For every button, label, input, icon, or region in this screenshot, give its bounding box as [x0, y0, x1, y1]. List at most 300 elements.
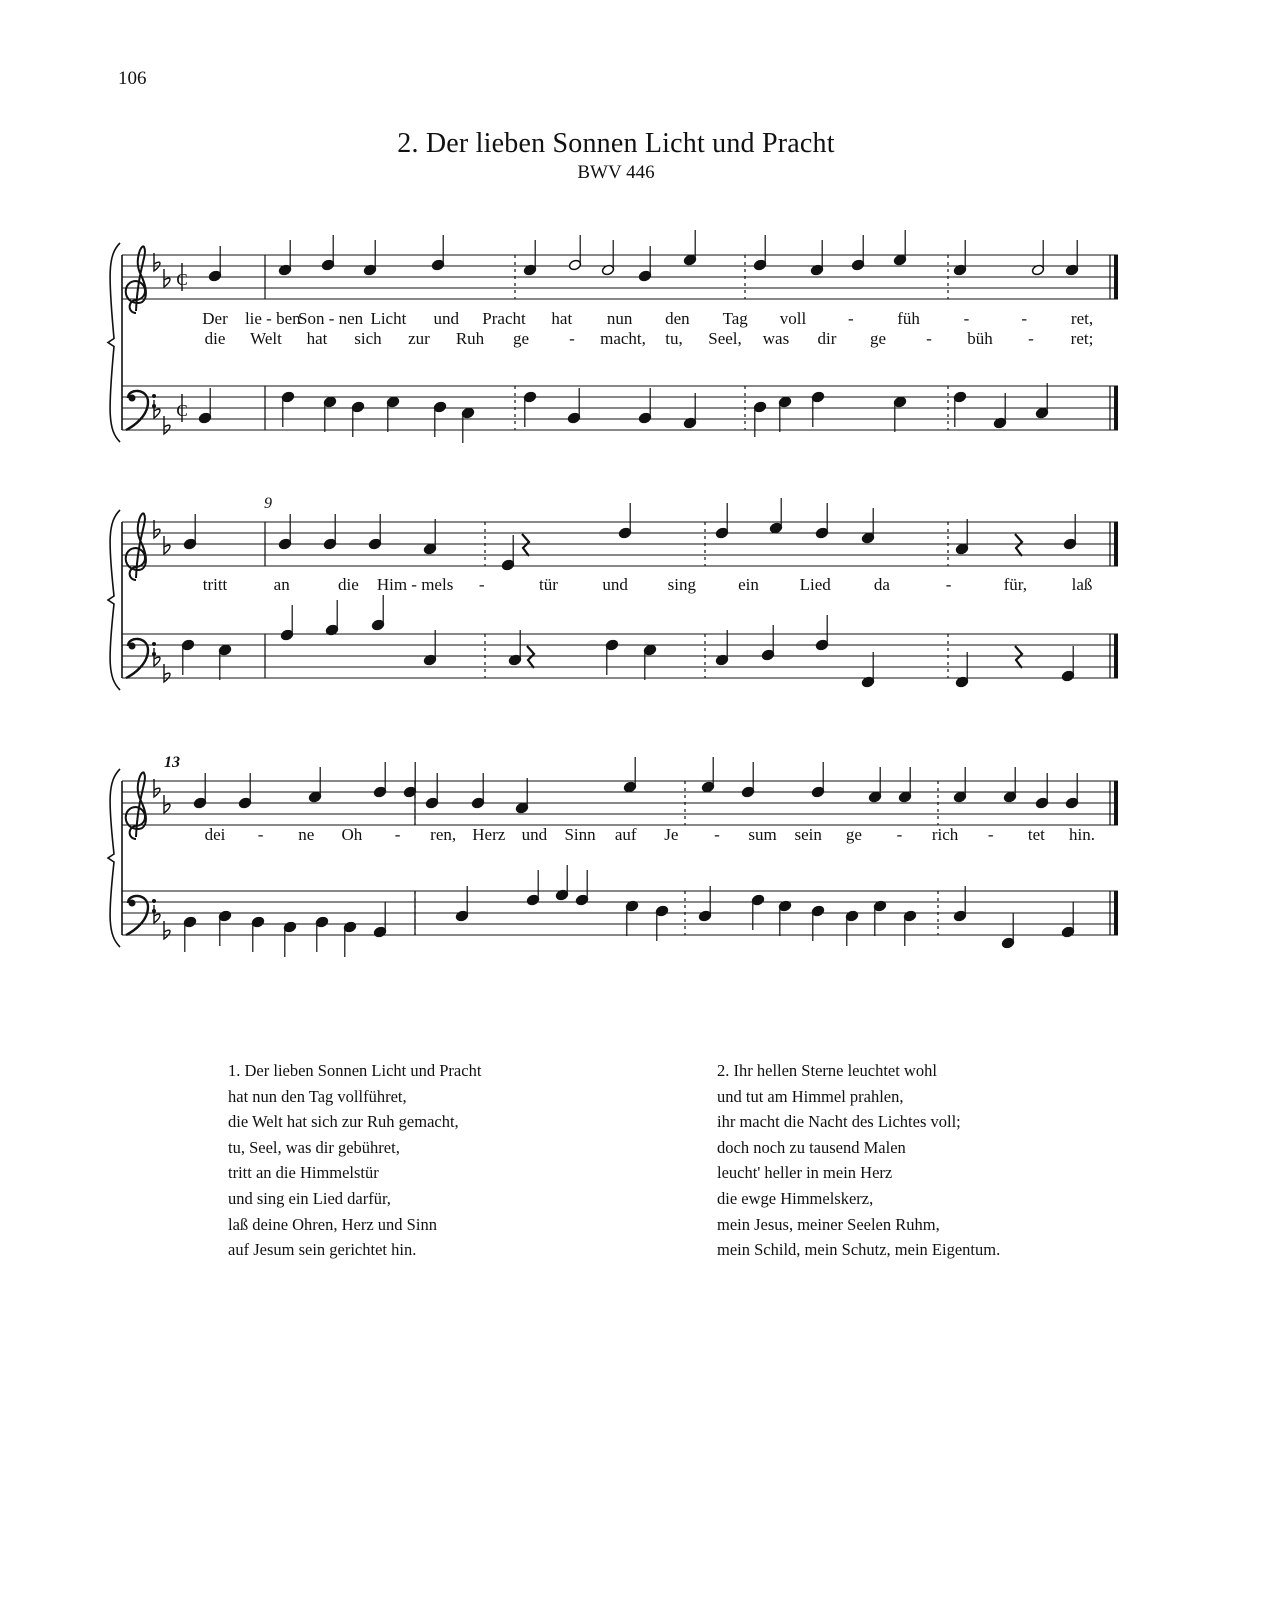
notehead	[893, 396, 907, 408]
lyric-syllable: ren,	[430, 825, 457, 844]
note	[893, 396, 907, 432]
note	[423, 630, 437, 666]
note	[851, 235, 865, 271]
lyric-syllable: hat	[306, 329, 328, 348]
verse-1-line: tu, Seel, was dir gebühret,	[228, 1137, 400, 1157]
notehead	[567, 412, 581, 424]
note	[431, 235, 445, 271]
notehead	[523, 264, 537, 276]
notehead	[1031, 264, 1045, 276]
notehead	[953, 910, 967, 922]
notehead	[471, 797, 485, 809]
note	[238, 773, 252, 809]
note	[778, 396, 792, 432]
lyric-syllable: Seel,	[708, 329, 742, 348]
note	[625, 900, 639, 936]
notehead	[811, 905, 825, 917]
lyric-syllable: was	[762, 329, 790, 348]
note	[815, 503, 829, 539]
lyric-syllable: -	[1028, 329, 1034, 348]
final-barline-thick	[1114, 891, 1118, 935]
notehead	[1003, 791, 1017, 803]
lyric-syllable: nun	[606, 309, 633, 328]
lyric-syllable: -	[394, 825, 401, 844]
note	[861, 508, 875, 544]
note	[278, 514, 292, 550]
note	[278, 240, 292, 276]
lyric-syllable: -	[1021, 309, 1028, 328]
lyric-syllable: rich	[931, 825, 959, 844]
notehead	[851, 259, 865, 271]
lyric-syllable: zur	[408, 329, 430, 348]
note	[618, 503, 632, 539]
note	[281, 391, 295, 427]
notehead	[953, 391, 967, 403]
note	[373, 902, 387, 938]
notehead	[515, 802, 529, 814]
notehead	[281, 391, 295, 403]
note	[315, 916, 329, 952]
notehead	[218, 910, 232, 922]
flat-sign	[164, 664, 170, 682]
notehead	[753, 259, 767, 271]
notehead	[715, 527, 729, 539]
note	[753, 235, 767, 271]
flat-sign	[164, 536, 170, 554]
quarter-rest	[527, 646, 534, 668]
notehead	[425, 797, 439, 809]
note	[1063, 514, 1077, 550]
lyric-syllable: -	[478, 575, 485, 594]
verse-2-line: die ewge Himmelskerz,	[717, 1188, 874, 1208]
notehead	[431, 259, 445, 271]
treble-clef	[126, 772, 146, 839]
lyric-syllable: sein	[794, 825, 822, 844]
note	[308, 767, 322, 803]
note	[526, 870, 540, 906]
note	[515, 778, 529, 814]
lyric-syllable: ge	[845, 825, 862, 844]
music-system	[108, 230, 1118, 443]
lyric-syllable: -	[987, 825, 994, 844]
note	[955, 652, 969, 688]
page-number: 106	[118, 68, 147, 89]
note	[403, 762, 417, 798]
notehead	[455, 910, 469, 922]
note	[638, 388, 652, 424]
final-barline-thick	[1114, 634, 1118, 678]
final-barline-thick	[1114, 386, 1118, 430]
lyric-syllable: und	[521, 825, 548, 844]
cut-time-sign: C	[176, 401, 188, 420]
lyric-syllable: die	[337, 575, 359, 594]
notehead	[526, 894, 540, 906]
treble-clef	[126, 513, 146, 580]
notehead	[325, 624, 339, 636]
note	[715, 503, 729, 539]
flat-sign	[154, 253, 160, 271]
notehead	[778, 900, 792, 912]
lyric-syllable: laß	[1071, 575, 1093, 594]
bass-clef-dot	[152, 394, 156, 398]
note	[501, 535, 515, 571]
verse-2-line: ihr macht die Nacht des Lichtes voll;	[717, 1112, 961, 1132]
note	[845, 910, 859, 946]
bass-clef-dot	[129, 395, 136, 402]
notehead	[198, 412, 212, 424]
notehead	[955, 676, 969, 688]
measure-number: 13	[164, 754, 180, 771]
notehead	[893, 254, 907, 266]
notehead	[321, 259, 335, 271]
notehead	[183, 538, 197, 550]
notehead	[278, 538, 292, 550]
note	[810, 240, 824, 276]
note	[363, 240, 377, 276]
music-system	[108, 754, 1118, 957]
notehead	[368, 538, 382, 550]
lyric-syllable: -	[714, 825, 720, 844]
notehead	[873, 900, 887, 912]
lyric-syllable: ge	[869, 329, 887, 348]
lyric-syllable: auf	[614, 825, 637, 844]
notehead	[741, 786, 755, 798]
lyric-syllable: Der	[202, 309, 228, 328]
note	[218, 910, 232, 946]
notehead	[618, 527, 632, 539]
bass-clef	[126, 639, 148, 678]
bass-clef	[126, 391, 148, 430]
flat-sign	[164, 416, 170, 434]
lyric-syllable: füh	[897, 309, 920, 328]
note	[753, 401, 767, 437]
notehead	[238, 797, 252, 809]
verse-2-line: doch noch zu tausend Malen	[717, 1137, 906, 1157]
notehead	[575, 894, 589, 906]
lyric-syllable: Sinn	[564, 825, 596, 844]
notehead	[993, 417, 1007, 429]
notehead	[308, 791, 322, 803]
notehead	[386, 396, 400, 408]
lyric-syllable: ret,	[1070, 309, 1094, 328]
lyric-syllable: sum	[748, 825, 777, 844]
verse-1-line: 1. Der lieben Sonnen Licht und Pracht	[228, 1061, 482, 1080]
note	[325, 600, 339, 636]
verse-1-line: hat nun den Tag vollführet,	[228, 1086, 407, 1106]
note	[368, 514, 382, 550]
note	[1035, 773, 1049, 809]
notehead	[523, 391, 537, 403]
note	[280, 605, 294, 641]
note	[903, 910, 917, 946]
note	[523, 240, 537, 276]
notehead	[363, 264, 377, 276]
verse-2-line: mein Schild, mein Schutz, mein Eigentum.	[717, 1240, 1001, 1260]
flat-sign	[154, 520, 160, 538]
notehead	[373, 786, 387, 798]
note	[455, 886, 469, 922]
verse-2-line: leucht' heller in mein Herz	[717, 1163, 893, 1183]
lyric-syllable: und	[602, 575, 628, 594]
note	[1065, 773, 1079, 809]
notehead	[698, 910, 712, 922]
lyric-syllable: -	[257, 825, 264, 844]
note	[575, 870, 589, 906]
notehead	[1065, 264, 1079, 276]
notehead	[433, 401, 447, 413]
notehead	[501, 559, 515, 571]
lyric-syllable: Licht	[370, 309, 407, 328]
lyric-syllable: Welt	[250, 329, 282, 348]
note	[508, 630, 522, 666]
lyric-syllable: -	[963, 309, 970, 328]
notehead	[280, 629, 294, 641]
notehead	[715, 654, 729, 666]
note	[741, 762, 755, 798]
note	[893, 230, 907, 266]
bass-clef-dot	[152, 642, 156, 646]
lyric-syllable: Son - nen	[298, 309, 364, 328]
note	[343, 921, 357, 957]
note	[778, 900, 792, 936]
lyric-syllable: -	[569, 329, 575, 348]
notehead	[371, 619, 385, 631]
notehead	[811, 786, 825, 798]
system-brace	[108, 510, 120, 690]
note	[655, 905, 669, 941]
note	[815, 615, 829, 651]
lyric-syllable: -	[847, 309, 854, 328]
note	[811, 391, 825, 427]
treble-clef	[126, 246, 146, 313]
lyric-syllable: Oh	[341, 825, 363, 844]
final-barline-thick	[1114, 255, 1118, 299]
note	[433, 401, 447, 437]
notehead	[638, 270, 652, 282]
note	[623, 757, 637, 793]
bass-clef-dot	[152, 652, 156, 656]
notehead	[811, 391, 825, 403]
notehead	[555, 889, 569, 901]
note	[183, 514, 197, 550]
verse-1-line: auf Jesum sein gerichtet hin.	[228, 1240, 417, 1260]
bass-clef-dot	[152, 404, 156, 408]
notehead	[1061, 926, 1075, 938]
notehead	[769, 522, 783, 534]
lyric-syllable: tritt	[202, 575, 228, 594]
lyric-syllable: hin.	[1069, 825, 1095, 844]
notehead	[508, 654, 522, 666]
verse-1	[228, 1058, 481, 1263]
notehead	[1035, 407, 1049, 419]
lyric-syllable: tet	[1027, 825, 1045, 844]
lyric-syllable: Tag	[722, 309, 748, 328]
verse-1-line: laß deine Ohren, Herz und Sinn	[228, 1214, 437, 1234]
music-system	[108, 495, 1118, 690]
notehead	[323, 538, 337, 550]
note	[761, 625, 775, 661]
notehead	[423, 543, 437, 555]
note	[251, 916, 265, 952]
note	[1061, 646, 1075, 682]
quarter-rest	[1015, 534, 1022, 556]
note	[953, 886, 967, 922]
notehead	[251, 916, 265, 928]
notehead	[643, 644, 657, 656]
notehead	[815, 639, 829, 651]
note	[751, 894, 765, 930]
note	[898, 767, 912, 803]
piece-title: 2. Der lieben Sonnen Licht und Pracht	[397, 128, 835, 159]
notehead	[861, 532, 875, 544]
notehead	[638, 412, 652, 424]
lyric-syllable: Ruh	[455, 329, 485, 348]
lyric-syllable: -	[896, 825, 903, 844]
notehead	[753, 401, 767, 413]
lyric-syllable: Lied	[799, 575, 831, 594]
verse-1-line: die Welt hat sich zur Ruh gemacht,	[228, 1112, 459, 1132]
bass-clef-dot	[152, 909, 156, 913]
bass-clef-dot	[152, 899, 156, 903]
note	[715, 630, 729, 666]
verse-2-line: und tut am Himmel prahlen,	[717, 1086, 904, 1106]
notehead	[601, 264, 615, 276]
flat-sign	[164, 269, 170, 287]
notehead	[655, 905, 669, 917]
lyric-syllable: an	[273, 575, 290, 594]
note	[555, 865, 569, 901]
note	[1065, 240, 1079, 276]
lyric-syllable: ret;	[1070, 329, 1094, 348]
note	[868, 767, 882, 803]
note	[861, 652, 875, 688]
flat-sign	[154, 648, 160, 666]
note	[183, 916, 197, 952]
bass-clef-dot	[129, 643, 136, 650]
notehead	[208, 270, 222, 282]
notehead	[955, 543, 969, 555]
note	[698, 886, 712, 922]
lyric-syllable: -	[945, 575, 952, 594]
verse-1-line: tritt an die Himmelstür	[228, 1163, 379, 1183]
bass-clef-dot	[129, 900, 136, 907]
notehead	[568, 259, 582, 271]
note	[523, 391, 537, 427]
notehead	[1001, 937, 1015, 949]
lyric-syllable: für,	[1003, 575, 1028, 594]
verse-1-line: und sing ein Lied darfür,	[228, 1188, 391, 1208]
notehead	[1035, 797, 1049, 809]
note	[1031, 240, 1045, 276]
lyric-syllable: lie - ben	[244, 309, 301, 328]
note	[811, 762, 825, 798]
note	[181, 639, 195, 675]
flat-sign	[154, 905, 160, 923]
note	[568, 235, 582, 271]
notehead	[898, 791, 912, 803]
lyric-syllable: voll	[779, 309, 807, 328]
note	[953, 240, 967, 276]
notehead	[815, 527, 829, 539]
lyric-syllable: und	[433, 309, 459, 328]
note	[701, 757, 715, 793]
notehead	[423, 654, 437, 666]
note	[471, 773, 485, 809]
note	[193, 773, 207, 809]
note	[323, 514, 337, 550]
notehead	[323, 396, 337, 408]
lyric-syllable: ne	[298, 825, 315, 844]
note	[955, 519, 969, 555]
note	[953, 391, 967, 427]
final-barline-thick	[1114, 522, 1118, 566]
notehead	[778, 396, 792, 408]
note	[953, 767, 967, 803]
measure-number: 9	[264, 495, 272, 512]
note	[683, 230, 697, 266]
lyric-syllable: Je	[664, 825, 679, 844]
note	[373, 762, 387, 798]
notehead	[461, 407, 475, 419]
notehead	[903, 910, 917, 922]
lyric-syllable: Pracht	[482, 309, 526, 328]
verse-2	[717, 1058, 1000, 1263]
notehead	[868, 791, 882, 803]
note	[1001, 913, 1015, 949]
note	[1035, 383, 1049, 419]
note	[643, 644, 657, 680]
note	[461, 407, 475, 443]
note	[423, 519, 437, 555]
note	[425, 773, 439, 809]
note	[605, 639, 619, 675]
notehead	[373, 926, 387, 938]
lyric-syllable: sich	[354, 329, 382, 348]
system-brace	[108, 769, 120, 947]
note	[601, 240, 615, 276]
notehead	[810, 264, 824, 276]
notehead	[845, 910, 859, 922]
notehead	[351, 401, 365, 413]
lyric-syllable: Herz	[472, 825, 506, 844]
lyric-syllable: da	[873, 575, 890, 594]
flat-sign	[164, 921, 170, 939]
lyric-syllable: dir	[817, 329, 837, 348]
verse-2-line: 2. Ihr hellen Sterne leuchtet wohl	[717, 1061, 937, 1080]
notehead	[701, 781, 715, 793]
notehead	[181, 639, 195, 651]
lyric-syllable: -	[926, 329, 932, 348]
notehead	[683, 254, 697, 266]
notehead	[1063, 538, 1077, 550]
note	[386, 396, 400, 432]
note	[567, 388, 581, 424]
notehead	[625, 900, 639, 912]
notehead	[683, 417, 697, 429]
note	[283, 921, 297, 957]
lyric-syllable: tu,	[665, 329, 683, 348]
system-brace	[108, 243, 120, 442]
note	[208, 246, 222, 282]
notehead	[278, 264, 292, 276]
note	[683, 393, 697, 429]
catalog-number: BWV 446	[577, 162, 655, 183]
lyric-syllable: ge	[512, 329, 530, 348]
note	[371, 595, 385, 631]
cut-time-sign: C	[176, 270, 188, 289]
flat-sign	[154, 400, 160, 418]
note	[321, 235, 335, 271]
